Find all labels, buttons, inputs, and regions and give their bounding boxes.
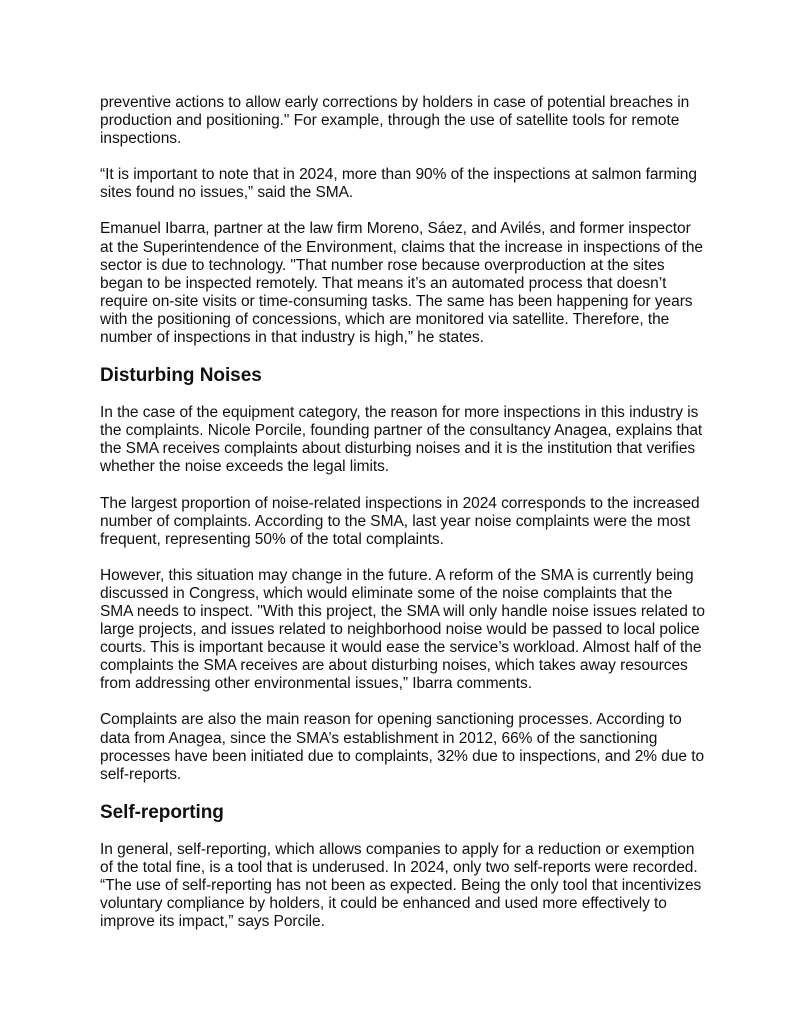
paragraph-preventive-actions: preventive actions to allow early corrections by holders in case of potential breaches in production and positioning." For example, through the use of satellite tools for remote inspections.	[100, 94, 690, 148]
paragraph-ibarra-technology: Emanuel Ibarra, partner at the law firm Moreno, Sáez, and Avilés, and former inspector at the Superintendence of the Environment, claims that the increase in inspections of the sector is due to technology. "That number rose because overproduction at the sites began to be inspected remotely. That means it’s an automated process that doesn’t require on-site visits or time-consuming tasks. The same has been happening for years with the positioning of concessions, which are monitored via satellite. Therefore, the number of inspections in that industry is high,” he states.	[100, 220, 703, 347]
heading-disturbing-noises: Disturbing Noises	[100, 365, 262, 387]
document-page	[100, 94, 706, 949]
paragraph-noise-inspections: The largest proportion of noise-related inspections in 2024 corresponds to the increased number of complaints. According to the SMA, last year noise complaints were the most frequent, representing 50% of the total complaints.	[100, 494, 700, 548]
paragraph-equipment-complaints: In the case of the equipment category, the reason for more inspections in this industry is the complaints. Nicole Porcile, founding partner of the consultancy Anagea, explains that the SMA receives complaints about disturbing noises and it is the institution that verifies whether the noise exceeds the legal limits.	[100, 404, 703, 476]
paragraph-sma-reform: However, this situation may change in the future. A reform of the SMA is currently being discussed in Congress, which would eliminate some of the noise complaints that the SMA needs to inspect. "With this project, the SMA will only handle noise issues related to large projects, and issues related to neighborhood noise would be passed to local police courts. This is important because it would ease the service’s workload. Almost half of the complaints the SMA receives are about disturbing noises, which takes away resources from addressing other environmental issues,” Ibarra comments.	[100, 566, 705, 693]
heading-self-reporting: Self-reporting	[100, 801, 224, 823]
paragraph-sanctioning-processes: Complaints are also the main reason for opening sanctioning processes. According to data from Anagea, since the SMA’s establishment in 2012, 66% of the sanctioning processes have been initiated due to complaints, 32% due to inspections, and 2% due to self-reports.	[100, 711, 705, 783]
paragraph-self-reporting: In general, self-reporting, which allows companies to apply for a reduction or exemption of the total fine, is a tool that is underused. In 2024, only two self-reports were recorded. “The use of self-reporting has not been as expected. Being the only tool that incentivizes voluntary compliance by holders, it could be enhanced and used more effectively to improve its impact,” says Porcile.	[100, 840, 702, 931]
paragraph-sma-quote: “It is important to note that in 2024, more than 90% of the inspections at salmon farming sites found no issues,” said the SMA.	[100, 166, 697, 202]
